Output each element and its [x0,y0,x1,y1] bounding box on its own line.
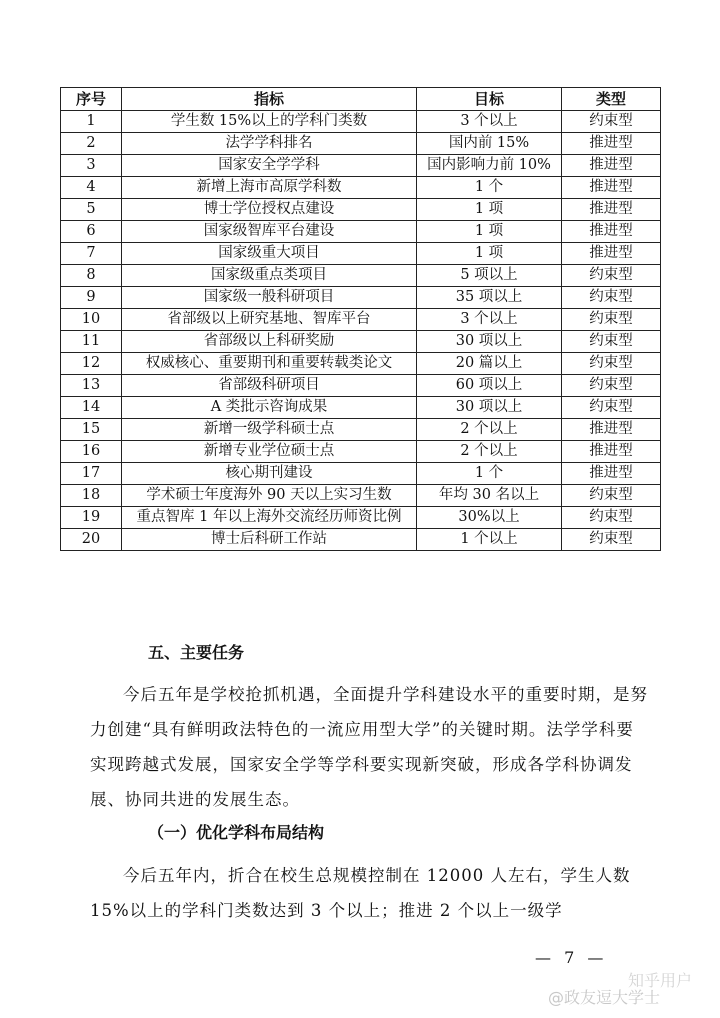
indicator-cell: 新增专业学位硕士点 [122,441,417,463]
target-cell: 35 项以上 [417,287,562,309]
table-row [61,221,661,243]
target-cell: 5 项以上 [417,265,562,287]
indicator-cell: 国家级智库平台建设 [122,221,417,243]
table-row [61,111,661,133]
target-cell: 30%以上 [417,507,562,529]
indicator-cell: 国家安全学学科 [122,155,417,177]
table-row [61,441,661,463]
indicator-table [60,87,661,551]
watermark: @政友逗大学士 [548,988,661,1007]
target-cell: 1 个 [417,463,562,485]
serial-cell: 3 [61,155,122,177]
type-cell: 推进型 [562,441,661,463]
serial-cell: 12 [61,353,122,375]
subsection-title: （一）优化学科布局结构 [148,823,325,842]
target-cell: 国内影响力前 10% [417,155,562,177]
indicator-cell: 博士后科研工作站 [122,529,417,551]
type-cell: 约束型 [562,397,661,419]
serial-cell: 16 [61,441,122,463]
indicator-cell: 学术硕士年度海外 90 天以上实习生数 [122,485,417,507]
serial-cell: 15 [61,419,122,441]
type-cell: 推进型 [562,177,661,199]
page-number: — 7 — [535,948,608,967]
serial-cell: 19 [61,507,122,529]
type-cell: 推进型 [562,133,661,155]
type-cell: 推进型 [562,463,661,485]
indicator-cell: 新增上海市高原学科数 [122,177,417,199]
table-row [61,463,661,485]
table-row [61,485,661,507]
indicator-cell: 博士学位授权点建设 [122,199,417,221]
target-cell: 2 个以上 [417,419,562,441]
serial-cell: 8 [61,265,122,287]
paragraph-layout-structure: 今后五年内，折合在校生总规模控制在 12000 人左右，学生人数 15%以上的学科门类数达到 3 个以上；推进 2 个以上一级学 [90,866,631,920]
serial-cell: 5 [61,199,122,221]
type-cell: 约束型 [562,353,661,375]
target-cell: 30 项以上 [417,331,562,353]
indicator-cell: 省部级科研项目 [122,375,417,397]
indicator-cell: 核心期刊建设 [122,463,417,485]
type-cell: 约束型 [562,485,661,507]
target-cell: 3 个以上 [417,111,562,133]
type-cell: 约束型 [562,287,661,309]
table-row [61,507,661,529]
table-row [61,287,661,309]
type-cell: 约束型 [562,265,661,287]
indicator-cell: 国家级一般科研项目 [122,287,417,309]
table-body [61,111,661,551]
table-row [61,265,661,287]
serial-cell: 17 [61,463,122,485]
indicator-cell: A 类批示咨询成果 [122,397,417,419]
target-cell: 2 个以上 [417,441,562,463]
target-cell: 年均 30 名以上 [417,485,562,507]
target-cell: 1 项 [417,221,562,243]
table-row [61,331,661,353]
serial-cell: 14 [61,397,122,419]
serial-cell: 18 [61,485,122,507]
target-cell: 30 项以上 [417,397,562,419]
serial-cell: 1 [61,111,122,133]
serial-cell: 10 [61,309,122,331]
target-cell: 1 项 [417,199,562,221]
indicator-cell: 法学学科排名 [122,133,417,155]
header-indicator: 指标 [122,88,417,111]
type-cell: 推进型 [562,199,661,221]
brand-watermark: 知乎用户 [628,971,693,990]
paragraph-main-tasks: 今后五年是学校抢抓机遇，全面提升学科建设水平的重要时期，是努力创建“具有鲜明政法特色的一流应用型大学”的关键时期。法学学科要实现跨越式发展，国家安全学等学科要实现新突破，形成各学科协调发展、协同共进的发展生态。 [90,685,648,809]
serial-cell: 13 [61,375,122,397]
indicator-cell: 省部级以上研究基地、智库平台 [122,309,417,331]
section-title: 五、主要任务 [148,643,245,662]
serial-cell: 4 [61,177,122,199]
table-row [61,529,661,551]
target-cell: 60 项以上 [417,375,562,397]
header-serial: 序号 [61,88,122,111]
serial-cell: 7 [61,243,122,265]
table-row [61,309,661,331]
indicator-cell: 省部级以上科研奖励 [122,331,417,353]
target-cell: 20 篇以上 [417,353,562,375]
target-cell: 1 个 [417,177,562,199]
table-row [61,397,661,419]
serial-cell: 9 [61,287,122,309]
target-cell: 1 项 [417,243,562,265]
type-cell: 约束型 [562,529,661,551]
table-row [61,419,661,441]
table-row [61,133,661,155]
type-cell: 推进型 [562,419,661,441]
header-type: 类型 [562,88,661,111]
table-row [61,375,661,397]
indicator-cell: 权威核心、重要期刊和重要转载类论文 [122,353,417,375]
indicator-cell: 新增一级学科硕士点 [122,419,417,441]
target-cell: 国内前 15% [417,133,562,155]
type-cell: 推进型 [562,243,661,265]
indicator-cell: 国家级重大项目 [122,243,417,265]
indicator-cell: 学生数 15%以上的学科门类数 [122,111,417,133]
target-cell: 3 个以上 [417,309,562,331]
type-cell: 推进型 [562,221,661,243]
table-row [61,199,661,221]
serial-cell: 11 [61,331,122,353]
serial-cell: 6 [61,221,122,243]
serial-cell: 2 [61,133,122,155]
type-cell: 约束型 [562,309,661,331]
type-cell: 约束型 [562,331,661,353]
table-header-row [61,88,661,111]
table-row [61,353,661,375]
type-cell: 推进型 [562,155,661,177]
type-cell: 约束型 [562,111,661,133]
table-row [61,177,661,199]
type-cell: 约束型 [562,507,661,529]
indicator-cell: 重点智库 1 年以上海外交流经历师资比例 [122,507,417,529]
target-cell: 1 个以上 [417,529,562,551]
serial-cell: 20 [61,529,122,551]
indicator-table-container [60,87,660,551]
header-target: 目标 [417,88,562,111]
indicator-cell: 国家级重点类项目 [122,265,417,287]
table-row [61,243,661,265]
type-cell: 约束型 [562,375,661,397]
table-row [61,155,661,177]
